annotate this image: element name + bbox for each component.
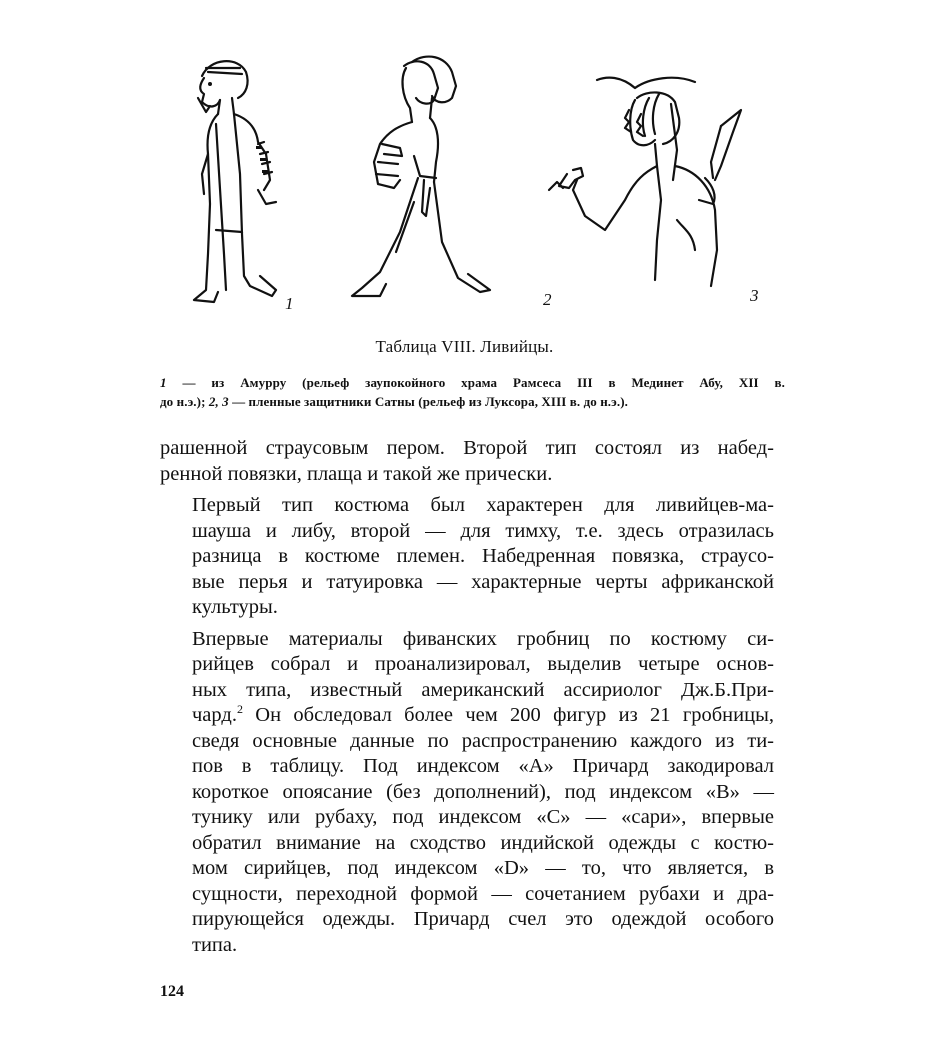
text-line: рашенной страусовым пером. Второй тип состоял из набед- <box>160 437 774 459</box>
text-line: рийцев собрал и проанализировал, выделив четыре основ- <box>192 653 774 675</box>
figure-2-number: 2 <box>543 290 552 309</box>
text-line: короткое опоясание (без дополнений), под индексом «В» — <box>192 780 774 803</box>
figure-3-number: 3 <box>750 286 759 305</box>
caption-ref-1: 1 <box>160 375 167 390</box>
figure-2-captive-drawing <box>340 52 510 302</box>
illustration-plate <box>150 42 790 322</box>
text-line: пов в таблицу. Под индексом «А» Причард закодировал <box>192 755 774 777</box>
text-line: сущности, переходной формой — сочетанием рубахи и дра- <box>192 882 774 905</box>
text-line: сведя основные данные по распространению каждого из ти- <box>192 729 774 752</box>
figure-1-libyan-drawing <box>180 54 310 314</box>
caption-text-1: — из Амурру (рельеф заупокойного храма Рамсеса III в Мединет Абу, XII в. <box>166 375 785 390</box>
text-line: мом сирийцев, под индексом «D» — то, что является, в <box>192 857 774 879</box>
paragraph-3 <box>160 627 774 959</box>
paragraph-2 <box>160 493 774 621</box>
figure-1-number: 1 <box>285 294 294 313</box>
text-line: культуры. <box>192 596 278 618</box>
text-line-with-footnote: чард.$^2$ Он обследовал более чем 200 фигур из 21 гробницы, <box>192 702 774 726</box>
page-number: 124 <box>160 983 184 1000</box>
text-line: ренной повязки, плаща и такой же прически. <box>160 462 553 485</box>
paragraph-1 <box>160 436 774 487</box>
caption-text-2: до н.э.); <box>160 394 209 409</box>
text-line: вые перья и татуировка — характерные черты африканской <box>192 570 774 593</box>
text-line: разница в костюме племен. Набедренная повязка, страусо- <box>192 545 774 567</box>
text-line: типа. <box>192 933 238 956</box>
plate-caption-title: Таблица VIII. Ливийцы. <box>375 337 554 356</box>
text-line: шауша и либу, второй — для тимху, т.е. здесь отразилась <box>192 519 774 542</box>
figure-3-defender-drawing <box>545 70 785 295</box>
body-text <box>160 436 774 964</box>
text-line: Впервые материалы фиванских гробниц по костюму си- <box>192 627 774 650</box>
text-line: Первый тип костюма был характерен для ливийцев-ма- <box>192 494 774 516</box>
caption-ref-2-3: 2, 3 <box>208 394 229 409</box>
footnote-ref[interactable]: 2 <box>236 702 243 717</box>
text-line: обратил внимание на сходство индийской одежды с костю- <box>192 831 774 854</box>
text-line: тунику или рубаху, под индексом «С» — «сари», впервые <box>192 806 774 828</box>
plate-caption-description <box>160 373 785 411</box>
text-line: пирующейся одежды. Причард счел это одеждой особого <box>192 908 774 930</box>
caption-text-3: — пленные защитники Сатны (рельеф из Луксора, XIII в. до н.э.). <box>228 394 628 409</box>
text-line: ных типа, известный американский ассириолог Дж.Б.При- <box>192 678 774 701</box>
